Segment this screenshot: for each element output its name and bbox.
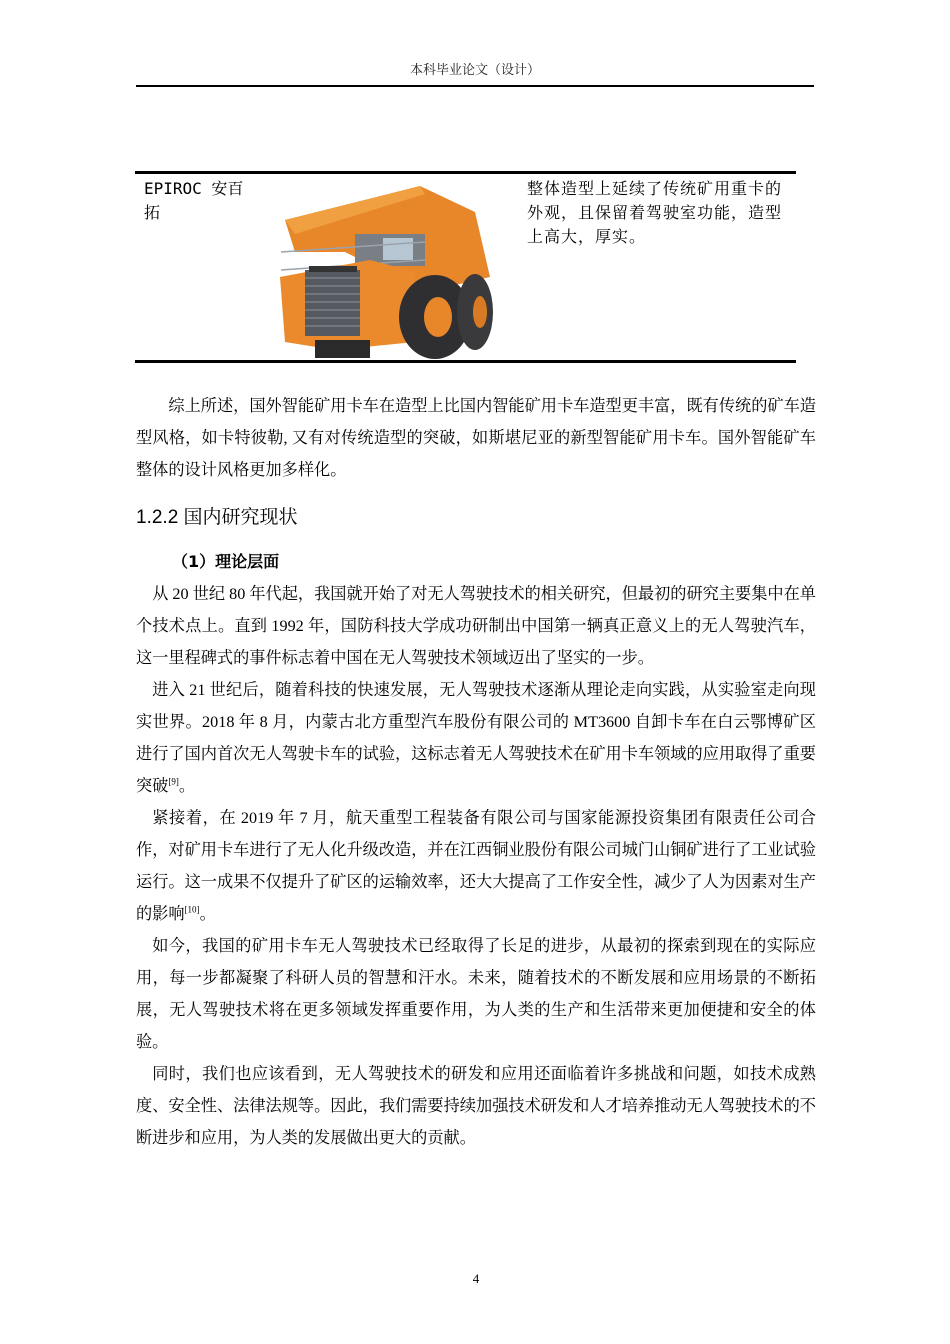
mining-truck-icon bbox=[275, 182, 495, 360]
truck-image bbox=[275, 182, 495, 360]
body-paragraph-2 bbox=[136, 674, 816, 802]
page-header-title: 本科毕业论文（设计） bbox=[409, 63, 540, 78]
section-heading: 1.2.2 国内研究现状 bbox=[136, 507, 298, 528]
description-cell: 整体造型上延续了传统矿用重卡的外观，且保留着驾驶室功能，造型上高大，厚实。 bbox=[527, 179, 783, 246]
subsection-heading: （1）理论层面 bbox=[172, 552, 280, 571]
brand-cell: EPIROC 安百拓 bbox=[144, 179, 244, 222]
paragraph-text: 进入 21 世纪后，随着科技的快速发展，无人驾驶技术逐渐从理论走向实践，从实验室走向现实世界。2018 年 8 月，内蒙古北方重型汽车股份有限公司的 MT3600 自卸卡车在白云鄂博矿区进行了国内首次无人驾驶卡车的试验，这标志着无人驾驶技术在矿用卡车领域的应用取得了重要突破 bbox=[136, 681, 816, 795]
paragraph-text: 同时，我们也应该看到，无人驾驶技术的研发和应用还面临着许多挑战和问题，如技术成熟度、安全性、法律法规等。因此，我们需要持续加强技术研发和人才培养推动无人驾驶技术的不断进步和应用，为人类的发展做出更大的贡献。 bbox=[136, 1065, 816, 1147]
paragraph-tail: 。 bbox=[199, 905, 216, 923]
citation[interactable]: [9] bbox=[168, 776, 179, 787]
paragraph-text: 紧接着，在 2019 年 7 月，航天重型工程装备有限公司与国家能源投资集团有限责任公司合作，对矿用卡车进行了无人化升级改造，并在江西铜业股份有限公司城门山铜矿进行了工业试验运行。这一成果不仅提升了矿区的运输效率，还大大提高了工作安全性，减少了人为因素对生产的影响 bbox=[136, 809, 816, 923]
page-number: 4 bbox=[472, 1271, 480, 1286]
paragraph-text: 如今，我国的矿用卡车无人驾驶技术已经取得了长足的进步，从最初的探索到现在的实际应用，每一步都凝聚了科研人员的智慧和汗水。未来，随着技术的不断发展和应用场景的不断拓展，无人驾驶技术将在更多领域发挥重要作用，为人类的生产和生活带来更加便捷和安全的体验。 bbox=[136, 937, 816, 1051]
body-paragraph-4 bbox=[136, 930, 816, 1058]
comparison-table bbox=[135, 171, 796, 363]
header-rule bbox=[136, 85, 814, 87]
paragraph-text: 从 20 世纪 80 年代起，我国就开始了对无人驾驶技术的相关研究，但最初的研究主要集中在单个技术点上。直到 1992 年，国防科技大学成功研制出中国第一辆真正意义上的无人驾驶汽车，这一里程碑式的事件标志着中国在无人驾驶技术领域迈出了坚实的一步。 bbox=[136, 585, 816, 667]
summary-block bbox=[136, 390, 816, 486]
body-paragraph-1 bbox=[136, 578, 816, 674]
summary-paragraph: 综上所述，国外智能矿用卡车在造型上比国内智能矿用卡车造型更丰富，既有传统的矿车造型风格，如卡特彼勒, 又有对传统造型的突破，如斯堪尼亚的新型智能矿用卡车。国外智能矿车整体的设计风格更加多样化。 bbox=[136, 397, 816, 479]
body-paragraph-5 bbox=[136, 1058, 816, 1154]
paragraph-tail: 。 bbox=[178, 777, 196, 795]
body-paragraph-3 bbox=[136, 802, 816, 930]
citation[interactable]: [10] bbox=[184, 904, 200, 915]
section-body bbox=[136, 578, 816, 1154]
